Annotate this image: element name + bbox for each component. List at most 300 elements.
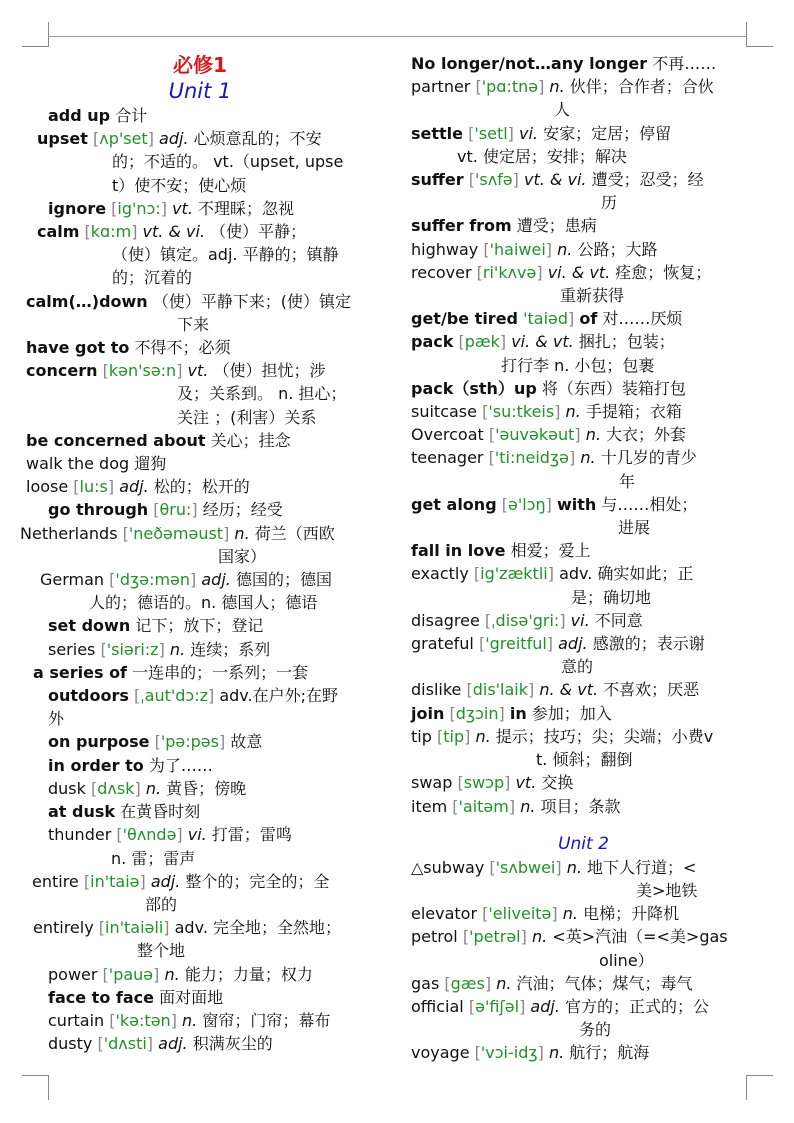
bracket-close: ] <box>207 686 215 706</box>
headword: fall in love <box>411 541 506 561</box>
part-of-speech: adj. <box>159 129 189 149</box>
part-of-speech: n. <box>169 639 186 659</box>
definition: 心烦意乱的；不安 <box>193 129 322 149</box>
phonetic: ig'zæktli <box>480 564 548 584</box>
phonetic: in'taiəli <box>105 918 164 938</box>
part-of-speech: n. <box>475 726 491 746</box>
bracket-open: [ <box>116 825 123 845</box>
bracket-open: [ <box>97 1034 104 1054</box>
headword: pack <box>411 332 454 352</box>
definition-continued: 外 <box>48 709 65 729</box>
part-of-speech: vi. & vt. <box>547 262 611 282</box>
part-of-speech: vt. & vi. <box>142 222 206 242</box>
part-of-speech: vt. <box>172 198 193 218</box>
vocab-entry <box>411 795 756 818</box>
headword: go through <box>48 500 149 520</box>
bracket-close: ] <box>499 332 507 352</box>
vocab-entry <box>411 702 756 725</box>
definition: 面对面地 <box>159 987 224 1007</box>
headword: elevator <box>411 904 478 924</box>
definition: 汽油；气体；煤气；毒气 <box>516 973 693 993</box>
definition: 不理睬；忽视 <box>198 198 295 218</box>
bracket-close: ] <box>191 500 198 520</box>
headword: series <box>48 639 96 659</box>
headword: curtain <box>48 1010 105 1030</box>
phonetic: 'aitəm <box>458 796 509 816</box>
bracket-close: ] <box>569 448 576 468</box>
phonetic: 'haiwei <box>489 239 546 259</box>
definition: 将（东西）装箱打包 <box>541 378 686 398</box>
vocab-entry <box>411 75 756 121</box>
part-of-speech: n. <box>234 523 250 543</box>
vocab-entry <box>20 429 380 452</box>
vocab-entry <box>411 771 756 794</box>
definition: 故意 <box>230 732 263 752</box>
bracket-close: ] <box>163 918 170 938</box>
headword: exactly <box>411 564 469 584</box>
definition: 与……相处； <box>601 494 698 514</box>
bracket-close: ] <box>536 262 543 282</box>
headword: face to face <box>48 987 154 1007</box>
bracket-open: [ <box>153 500 160 520</box>
vocab-entry <box>20 800 380 823</box>
headword: calm(…)down <box>26 291 148 311</box>
bracket-open: [ <box>444 973 451 993</box>
headword: recover <box>411 262 472 282</box>
headword: entire <box>32 871 79 891</box>
bracket-close: ] <box>547 564 554 584</box>
phonetic: 'kə:tən <box>115 1010 171 1030</box>
definition: 官方的；正式的；公 <box>565 996 710 1016</box>
definition: adv.在户外;在野 <box>219 686 338 706</box>
definition: 遭受；患病 <box>516 216 597 236</box>
vocab-entry <box>20 777 380 800</box>
bracket-close: ] <box>551 904 558 924</box>
definition-continued: 美>地铁 <box>636 880 698 900</box>
vocab-entry <box>411 856 756 902</box>
vocab-entry <box>411 122 756 168</box>
headword: △subway <box>411 857 485 877</box>
bracket-close: ] <box>176 825 183 845</box>
crop-mark-bottom-left <box>22 1075 49 1100</box>
phonetic: ə'lɔŋ <box>507 494 546 514</box>
part-of-speech: vt. <box>187 361 209 381</box>
phonetic: pæk <box>464 332 500 352</box>
headword: have got to <box>26 338 130 358</box>
phonetic: 'dʒə:mən <box>115 570 191 590</box>
bracket-open: [ <box>484 610 492 630</box>
vocab-entry <box>411 493 756 539</box>
definition-continued: 人的；德语的。n. 德国人；德语 <box>89 593 318 613</box>
definition: 连续；系列 <box>190 639 271 659</box>
definition: 大衣；外套 <box>606 425 687 445</box>
vocab-entry <box>20 638 380 661</box>
crop-mark-bottom-right <box>746 1075 773 1100</box>
part-of-speech: n. <box>520 796 536 816</box>
definition: 参加；加入 <box>531 703 612 723</box>
definition: 打雷；雷鸣 <box>211 825 292 845</box>
part-of-speech: n. <box>145 778 162 798</box>
vocab-list-unit-1-left <box>20 104 380 1055</box>
phonetic: 'pə:pəs <box>160 732 219 752</box>
headword: upset <box>37 129 88 149</box>
definition-continued: 是；确切地 <box>571 587 652 607</box>
bracket-close: ] <box>520 927 527 947</box>
definition: （使）平静； <box>210 222 307 242</box>
definition: 不得不；必须 <box>134 338 231 358</box>
bracket-close: ] <box>134 778 141 798</box>
bracket-open: [ <box>91 778 98 798</box>
part-of-speech: n. <box>182 1010 198 1030</box>
bracket-open: [ <box>458 332 465 352</box>
part-of-speech: adj. <box>558 634 588 654</box>
bracket-close: ] <box>158 639 165 659</box>
headword: German <box>40 570 105 590</box>
bracket-open: [ <box>482 402 489 422</box>
bracket-open: [ <box>457 773 464 793</box>
vocab-entry <box>20 1009 380 1032</box>
vocab-entry <box>411 307 756 330</box>
phonetic: 'dʌsti <box>103 1034 147 1054</box>
definition-continued: vt. 使定居；安排；解决 <box>457 146 627 166</box>
headword: suffer from <box>411 216 512 236</box>
phonetic: dʌsk <box>97 778 135 798</box>
headword: settle <box>411 123 464 143</box>
headword: be concerned about <box>26 430 206 450</box>
unit-1-heading: Unit 1 <box>168 79 232 103</box>
vocab-entry <box>411 678 756 701</box>
phonetic: 'pauə <box>108 964 154 984</box>
definition: 感激的；表示谢 <box>592 634 705 654</box>
bracket-open: [ <box>468 170 475 190</box>
bracket-close: ] <box>545 494 552 514</box>
definition: 提示；技巧；尖；尖端；小费v <box>495 726 714 746</box>
phonetic: 'θʌndə <box>122 825 177 845</box>
definition-continued: 国家） <box>218 546 267 566</box>
vocab-entry <box>20 127 380 197</box>
bracket-open: [ <box>478 634 486 654</box>
definition: 经历；经受 <box>202 500 283 520</box>
headword: entirely <box>33 918 94 938</box>
phonetic: lu:s <box>79 477 108 497</box>
vocab-entry <box>20 916 380 962</box>
bracket-open: [ <box>84 222 91 242</box>
part-of-speech: n. <box>496 973 512 993</box>
headword: dusk <box>48 778 86 798</box>
headword: item <box>411 796 448 816</box>
bracket-close: ] <box>537 1043 544 1063</box>
definition: （使）平静下来；(使）镇定 <box>152 291 352 311</box>
bracket-open: [ <box>473 564 481 584</box>
vocab-entry <box>20 986 380 1009</box>
definition: 不喜欢；厌恶 <box>603 680 700 700</box>
definition: <英>汽油（=<美>gas <box>552 927 728 947</box>
bracket-open: [ <box>111 198 118 218</box>
vocab-entry <box>411 925 756 971</box>
definition: 交换 <box>541 773 574 793</box>
part-of-speech: n. <box>580 448 596 468</box>
bracket-open: [ <box>475 77 482 97</box>
phonetic: dis'laik <box>472 680 529 700</box>
bracket-open: [ <box>452 796 459 816</box>
bracket-close: ] <box>170 1010 177 1030</box>
vocab-entry <box>411 446 756 492</box>
definition-continued: 意的 <box>561 657 594 677</box>
vocab-entry <box>411 377 756 400</box>
definition-continued: 部的 <box>145 894 178 914</box>
bracket-close: ] <box>153 964 160 984</box>
definition: 公路；大路 <box>577 239 658 259</box>
bracket-close: ] <box>223 523 230 543</box>
definition: 对……厌烦 <box>602 309 683 329</box>
phonetic: 'setl <box>474 123 508 143</box>
definition-continued: 务的 <box>579 1020 612 1040</box>
bracket-open: [ <box>466 680 473 700</box>
vocab-entry <box>411 972 756 995</box>
phonetic: ri'kʌvə <box>482 262 537 282</box>
part-of-speech: n. & vt. <box>539 680 599 700</box>
bracket-open: [ <box>100 639 107 659</box>
vocab-entry <box>411 539 756 562</box>
vocab-entry <box>20 754 380 777</box>
phonetic: gæs <box>450 973 485 993</box>
bracket-open: [ <box>488 448 495 468</box>
phonetic: 'sʌfə <box>474 170 513 190</box>
vocab-entry <box>20 220 380 290</box>
headword: a series of <box>33 662 128 682</box>
crop-mark-top-left <box>22 22 49 47</box>
definition-continued: 下来 <box>177 314 210 334</box>
definition: 松的；松开的 <box>153 477 250 497</box>
bracket-open: [ <box>109 1010 116 1030</box>
vocab-entry <box>411 562 756 608</box>
part-of-speech: vi. <box>570 610 590 630</box>
headword: on purpose <box>48 732 150 752</box>
phonetic: ig'nɔ: <box>117 198 161 218</box>
definition: 遭受；忍受；经 <box>591 170 704 190</box>
definition: 记下；放下；登记 <box>135 616 264 636</box>
vocab-entry <box>20 730 380 753</box>
bracket-open: [ <box>73 477 80 497</box>
phonetic: 'su:tkeis <box>488 402 555 422</box>
vocab-entry <box>20 498 380 521</box>
bracket-open: [ <box>133 686 141 706</box>
definition: 黄昏；傍晚 <box>166 778 247 798</box>
bracket-close: ] <box>538 77 545 97</box>
part-of-speech: vi. <box>187 825 207 845</box>
definition-continued: 的；不适的。 vt.（upset, upse <box>112 152 344 172</box>
vocab-entry <box>411 261 756 307</box>
vocab-entry <box>20 614 380 637</box>
headword: get along <box>411 494 497 514</box>
definition-continued: 历 <box>601 193 618 213</box>
phonetic: ʌp'set <box>99 129 148 149</box>
definition: 项目；条款 <box>540 796 621 816</box>
phonetic: 'petrəl <box>469 927 521 947</box>
definition: adv. 确实如此；正 <box>559 564 694 584</box>
phonetic: tip <box>443 726 465 746</box>
vocab-entry <box>20 197 380 220</box>
definition-continued: 打行李 n. 小包；包裹 <box>501 355 655 375</box>
bracket-open: [ <box>476 262 483 282</box>
part-of-speech: n. <box>566 857 582 877</box>
vocab-entry <box>411 168 756 214</box>
bracket-close: ] <box>574 425 581 445</box>
bracket-open: [ <box>122 523 129 543</box>
headword: ignore <box>48 198 107 218</box>
book-title: 必修1 <box>173 53 227 77</box>
phonetic: 'taiəd <box>523 309 569 329</box>
vocab-entry <box>411 423 756 446</box>
bracket-open: [ <box>483 239 490 259</box>
vocab-entry <box>20 359 380 429</box>
headword: outdoors <box>48 686 129 706</box>
phonetic: dʒɔin <box>455 703 499 723</box>
bracket-open: [ <box>482 904 489 924</box>
headword: get/be tired <box>411 309 518 329</box>
bracket-close: ] <box>107 477 115 497</box>
headword: suitcase <box>411 402 477 422</box>
definition: 荷兰（西欧 <box>254 523 335 543</box>
bracket-close: ] <box>519 996 526 1016</box>
headword-tail: in <box>509 703 527 723</box>
phonetic: swɔp <box>463 773 505 793</box>
part-of-speech: n. <box>164 964 180 984</box>
headword: Overcoat <box>411 425 484 445</box>
bracket-close: ] <box>147 129 154 149</box>
bracket-close: ] <box>507 123 514 143</box>
part-of-speech: n. <box>565 402 581 422</box>
bracket-open: [ <box>468 996 476 1016</box>
part-of-speech: adj. <box>119 477 149 497</box>
header-rule <box>48 36 746 37</box>
vocab-entry <box>20 870 380 916</box>
definition: 为了…… <box>148 755 213 775</box>
phonetic: 'ti:neidʒə <box>494 448 570 468</box>
vocab-entry <box>411 902 756 925</box>
headword: tip <box>411 726 432 746</box>
phonetic: ˌaut'dɔ:z <box>140 686 208 706</box>
headword: suffer <box>411 170 464 190</box>
part-of-speech: adj. <box>150 871 181 891</box>
definition: 能力；力量；权力 <box>184 964 313 984</box>
definition-continued: t）使不安；使心烦 <box>112 175 247 195</box>
phonetic: kən'sə:n <box>108 361 177 381</box>
bracket-open: [ <box>98 918 106 938</box>
bracket-close: ] <box>568 309 575 329</box>
phonetic: kɑ:m <box>90 222 132 242</box>
headword: No longer/not…any longer <box>411 54 648 73</box>
bracket-open: [ <box>436 726 444 746</box>
definition: 整个的；完全的；全 <box>185 871 330 891</box>
vocab-entry <box>411 330 756 376</box>
bracket-close: ] <box>131 222 138 242</box>
bracket-close: ] <box>528 680 535 700</box>
part-of-speech: n. <box>549 77 565 97</box>
definition-continued: t. 倾斜；翻倒 <box>536 750 633 770</box>
part-of-speech: adj. <box>158 1034 188 1054</box>
headword: join <box>411 703 445 723</box>
phonetic: 'eliveitə <box>488 904 552 924</box>
definition-continued: 整个地 <box>137 941 186 961</box>
bracket-close: ] <box>559 610 566 630</box>
vocab-list-unit-2 <box>411 856 756 1065</box>
bracket-close: ] <box>139 871 146 891</box>
headword: set down <box>48 616 131 636</box>
headword: grateful <box>411 634 474 654</box>
definition-continued: （使）镇定。adj. 平静的；镇静 <box>112 245 339 265</box>
part-of-speech: vi. <box>519 123 538 143</box>
vocab-entry <box>411 1041 756 1064</box>
definition: 电梯；升降机 <box>583 904 680 924</box>
definition: 关心；挂念 <box>210 430 291 450</box>
vocab-entry <box>20 568 380 614</box>
bracket-open: [ <box>83 871 91 891</box>
definition: 合计 <box>115 106 148 125</box>
bracket-close: ] <box>498 703 505 723</box>
definition: 安家；定居；停留 <box>543 123 672 143</box>
bracket-open: [ <box>474 1043 481 1063</box>
bracket-close: ] <box>545 239 553 259</box>
part-of-speech: n. <box>585 425 601 445</box>
part-of-speech: vt. & vi. <box>524 170 587 190</box>
vocab-entry <box>411 995 756 1041</box>
headword: in order to <box>48 755 144 775</box>
definition-continued: 人 <box>554 100 571 120</box>
bracket-close: ] <box>546 634 554 654</box>
bracket-close: ] <box>160 198 167 218</box>
vocab-entry <box>20 963 380 986</box>
vocab-entry <box>411 238 756 261</box>
vocab-entry <box>20 475 380 498</box>
vocab-entry <box>20 522 380 568</box>
definition: 地下人行道；< <box>587 857 697 877</box>
bracket-close: ] <box>484 973 492 993</box>
definition-continued: 关注 ；(利害）关系 <box>177 407 317 427</box>
definition-continued: 进展 <box>618 518 651 538</box>
phonetic: 'əuvəkəut <box>495 425 575 445</box>
bracket-open: [ <box>489 857 496 877</box>
headword-tail: of <box>579 309 598 329</box>
vocab-entry <box>411 632 756 678</box>
right-column <box>411 52 756 1065</box>
bracket-open: [ <box>102 964 109 984</box>
definition: 积满灰尘的 <box>192 1034 273 1054</box>
crop-mark-top-right <box>746 22 773 47</box>
phonetic: ˌdisə'gri: <box>491 610 560 630</box>
definition: 不再…… <box>652 54 717 73</box>
phonetic: θru: <box>159 500 192 520</box>
definition-continued: 及；关系到。 n. 担心； <box>177 384 347 404</box>
definition: 窗帘；门帘；幕布 <box>202 1010 331 1030</box>
headword: walk the dog <box>26 454 130 474</box>
vocab-entry <box>411 52 756 75</box>
definition-continued: oline） <box>599 950 654 970</box>
vocab-entry <box>20 452 380 475</box>
part-of-speech: vi. & vt. <box>511 332 574 352</box>
definition: 不同意 <box>594 610 643 630</box>
definition: 痊愈；恢复； <box>615 262 712 282</box>
phonetic: 'siəri:z <box>106 639 159 659</box>
headword: power <box>48 964 98 984</box>
part-of-speech: adj. <box>530 996 560 1016</box>
definition: 遛狗 <box>134 454 167 474</box>
bracket-open: [ <box>468 123 475 143</box>
bracket-close: ] <box>554 402 561 422</box>
bracket-open: [ <box>488 425 496 445</box>
bracket-close: ] <box>508 796 516 816</box>
headword: Netherlands <box>20 523 118 543</box>
